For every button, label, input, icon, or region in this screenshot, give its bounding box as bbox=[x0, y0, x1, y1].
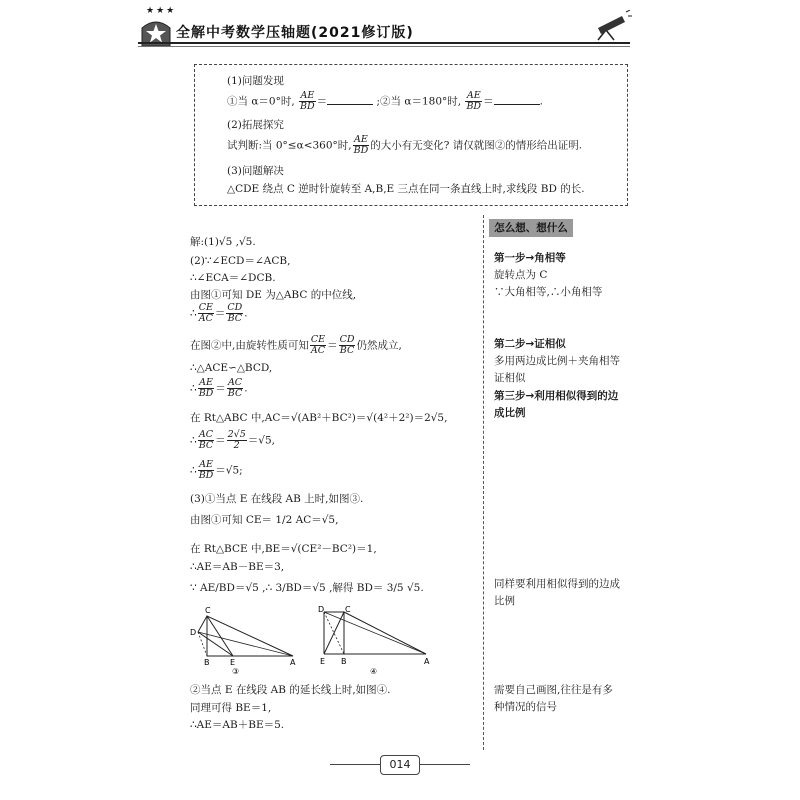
fig4-label-c: C bbox=[345, 605, 351, 614]
solution-line-15: ∴AE＝AB－BE＝3, bbox=[190, 561, 285, 573]
problem-part2-question: 试判断:当 0°≤α<360°时, $\frac{AE}{BD}$ 的大小有无变化? 请仅就图②的情形给出证明. bbox=[227, 134, 583, 156]
problem-part1-text-a: ①当 α＝0°时, bbox=[227, 95, 295, 108]
fig3-label-a: A bbox=[290, 658, 296, 667]
fig4-caption: ④ bbox=[370, 667, 378, 676]
solution-line-3: ∴∠ECA＝∠DCB. bbox=[190, 272, 276, 284]
fig3-label-e: E bbox=[230, 658, 236, 667]
solution-line-17: ②当点 E 在线段 AB 的延长线上时,如图④. bbox=[190, 684, 391, 696]
side-heading: 怎么想、想什么 bbox=[489, 219, 573, 237]
solution-line-5: ∴ $\frac{CE}{AC}$ ＝ $\frac{CD}{BC}$ . bbox=[190, 302, 248, 324]
fraction-ae-bd-3: $\frac{AE}{BD}$ bbox=[353, 134, 369, 156]
side-note5-line2: 种情况的信号 bbox=[494, 701, 557, 713]
answer-blank-2[interactable] bbox=[494, 94, 540, 105]
side-step1-line2: ∵大角相等,∴小角相等 bbox=[494, 286, 603, 298]
solution-line-7: ∴△ACE∽△BCD, bbox=[190, 362, 273, 374]
solution-line-12: (3)①当点 E 在线段 AB 上时,如图③. bbox=[190, 493, 364, 505]
solution-line-1: 解:(1)√5 ,√5. bbox=[190, 236, 256, 248]
figure-4 bbox=[314, 604, 434, 676]
fig4-label-b: B bbox=[341, 657, 347, 666]
solution-line-8: ∴ $\frac{AE}{BD}$ ＝ $\frac{AC}{BC}$ . bbox=[190, 377, 248, 399]
side-note4-line2: 比例 bbox=[494, 595, 515, 607]
side-step2-line2: 证相似 bbox=[494, 372, 526, 384]
solution-line-4: 由图①可知 DE 为△ABC 的中位线, bbox=[190, 289, 357, 301]
problem-part1-title: (1)问题发现 bbox=[227, 75, 284, 87]
page-number: 014 bbox=[380, 755, 420, 775]
header-rule-thin bbox=[138, 46, 630, 47]
solution-line-11: ∴ $\frac{AE}{BD}$ ＝√5; bbox=[190, 459, 243, 481]
fig3-label-c: C bbox=[205, 606, 211, 615]
solution-line-16: ∵ AE/BD＝√5 ,∴ 3/BD＝√5 ,解得 BD＝ 3/5 √5. bbox=[190, 582, 424, 594]
side-note4-line1: 同样要利用相似得到的边成 bbox=[494, 578, 620, 590]
footer-rule-right bbox=[420, 764, 470, 765]
solution-line-10: ∴ $\frac{AC}{BC}$ ＝ $\frac{2√5}{2}$ ＝√5, bbox=[190, 429, 275, 451]
problem-part1-question: ①当 α＝0°时, $\frac{AE}{BD}$ ＝ ;②当 α＝180°时, $\frac{AE}{BD}$ ＝ . bbox=[227, 90, 543, 112]
solution-line-9: 在 Rt△ABC 中,AC＝√(AB²＋BC²)＝√(4²＋2²)＝2√5, bbox=[190, 412, 448, 424]
fig3-caption: ③ bbox=[232, 667, 240, 676]
side-step3-title-b: 成比例 bbox=[494, 407, 526, 419]
solution-line-18: 同理可得 BE＝1, bbox=[190, 702, 272, 714]
footer-rule-left bbox=[330, 764, 380, 765]
problem-part2-title: (2)拓展探究 bbox=[227, 119, 284, 131]
fraction-ae-bd: $\frac{AE}{BD}$ bbox=[300, 90, 315, 112]
header-telescope-icon bbox=[592, 10, 632, 44]
header-rule bbox=[138, 42, 630, 44]
fig4-label-d: D bbox=[318, 605, 325, 614]
problem-part1-text-b: ;②当 α＝180°时, bbox=[376, 95, 462, 108]
side-step1-line1: 旋转点为 C bbox=[494, 269, 548, 281]
side-step3-title-a: 第三步→利用相似得到的边 bbox=[494, 390, 619, 402]
answer-blank-1[interactable] bbox=[327, 94, 373, 105]
solution-line-2: (2)∵∠ECD＝∠ACB, bbox=[190, 255, 291, 267]
side-step2-line1: 多用两边成比例＋夹角相等 bbox=[494, 355, 620, 367]
solution-line-19: ∴AE＝AB＋BE＝5. bbox=[190, 719, 285, 731]
solution-line-13: 由图①可知 CE＝ 1/2 AC＝√5, bbox=[190, 514, 339, 526]
side-step2-title: 第二步→证相似 bbox=[494, 338, 566, 350]
figure-3 bbox=[188, 604, 298, 676]
fig3-label-b: B bbox=[204, 658, 210, 667]
header-stars: ★★★ bbox=[146, 6, 177, 16]
problem-part3-question: △CDE 绕点 C 逆时针旋转至 A,B,E 三点在同一条直线上时,求线段 BD 的长. bbox=[227, 183, 585, 195]
fig4-label-a: A bbox=[424, 657, 430, 666]
solution-line-6: 在图②中,由旋转性质可知 $\frac{CE}{AC}$ ＝ $\frac{CD}{BC}$ 仍然成立, bbox=[190, 334, 402, 356]
header-title: 全解中考数学压轴题(2021修订版) bbox=[176, 25, 414, 41]
side-step1-title: 第一步→角相等 bbox=[494, 252, 566, 264]
fig3-label-d: D bbox=[190, 628, 197, 637]
fraction-ae-bd-2: $\frac{AE}{BD}$ bbox=[466, 90, 482, 112]
fig4-label-e: E bbox=[320, 657, 326, 666]
column-separator bbox=[483, 215, 485, 750]
side-note5-line1: 需要自己画图,往往是有多 bbox=[494, 684, 613, 696]
solution-line-14: 在 Rt△BCE 中,BE＝√(CE²－BC²)＝1, bbox=[190, 543, 377, 555]
problem-part3-title: (3)问题解决 bbox=[227, 165, 284, 177]
problem-box bbox=[194, 64, 628, 206]
